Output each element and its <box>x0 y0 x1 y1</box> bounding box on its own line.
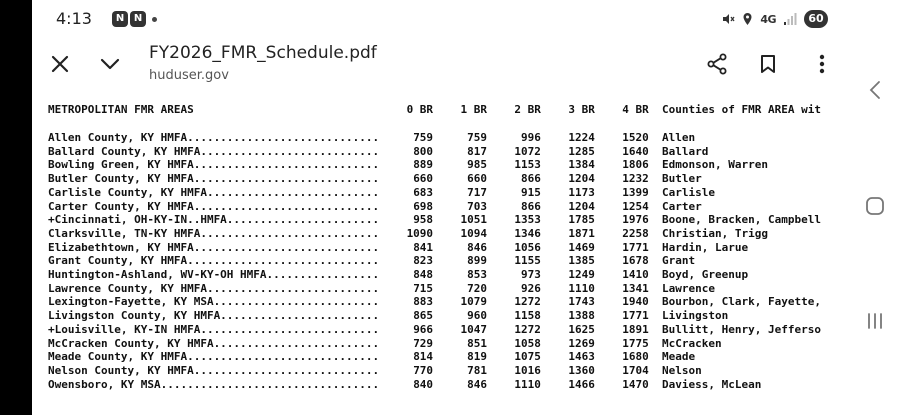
header-0br: 0 BR <box>406 103 434 116</box>
location-icon <box>742 12 753 26</box>
bookmark-icon <box>760 54 776 74</box>
row-rent-b0: 715 <box>413 281 434 295</box>
status-icons <box>721 10 828 28</box>
notification-icon: N <box>112 11 128 27</box>
row-rent-b0: 823 <box>413 254 434 268</box>
row-area-name: McCracken County, KY HMFA......................... <box>48 336 380 350</box>
row-rent-b3: 1384 <box>568 158 595 172</box>
recent-apps-button[interactable] <box>863 309 887 333</box>
row-area-name: Carter County, KY HMFA............................ <box>48 199 380 213</box>
mute-icon <box>721 12 735 26</box>
row-area-name: Carlisle County, KY HMFA.......................... <box>48 185 380 199</box>
table-row <box>48 282 715 296</box>
row-rent-b3: 1385 <box>568 254 595 268</box>
row-rent-b1: 960 <box>467 309 487 323</box>
row-rent-b2: 1056 <box>514 240 541 254</box>
table-row <box>48 337 722 351</box>
row-rent-b2: 1075 <box>514 350 541 364</box>
row-rent-b3: 1224 <box>568 131 595 144</box>
battery-indicator: 60 <box>804 10 828 28</box>
row-rent-b4: 1341 <box>622 281 649 295</box>
table-row <box>48 145 708 159</box>
row-rent-b1: 899 <box>467 254 487 268</box>
row-rent-b2: 996 <box>521 131 541 144</box>
row-rent-b2: 1272 <box>514 295 541 309</box>
more-vert-icon <box>819 54 825 74</box>
row-rent-b1: 985 <box>467 158 487 172</box>
more-notifications-dot-icon <box>152 17 157 22</box>
row-counties: Edmonson, Warren <box>662 158 768 172</box>
row-area-name: Lexington-Fayette, KY MSA......................... <box>48 295 380 309</box>
row-area-name: Clarksville, TN-KY HMFA........................... <box>48 226 380 240</box>
row-counties: Bullitt, Henry, Jefferso <box>662 322 821 336</box>
row-area-name: +Cincinnati, OH-KY-IN..HMFA....................... <box>48 213 380 227</box>
row-rent-b3: 1360 <box>568 363 595 377</box>
row-rent-b4: 1520 <box>622 131 649 144</box>
row-rent-b0: 770 <box>413 363 434 377</box>
row-rent-b2: 1058 <box>514 336 541 350</box>
row-rent-b4: 1410 <box>622 268 649 281</box>
row-rent-b0: 660 <box>413 172 434 186</box>
row-counties: Hardin, Larue <box>662 240 749 254</box>
header-area: METROPOLITAN FMR AREAS <box>48 103 194 116</box>
row-area-name: Allen County, KY HMFA............................. <box>48 131 380 144</box>
row-rent-b3: 1625 <box>568 322 595 336</box>
row-rent-b3: 1269 <box>568 336 595 350</box>
row-rent-b2: 1158 <box>514 309 541 323</box>
row-rent-b2: 926 <box>521 281 541 295</box>
row-rent-b0: 814 <box>413 350 434 364</box>
row-rent-b0: 729 <box>413 336 434 350</box>
row-rent-b4: 1771 <box>622 309 649 323</box>
home-icon <box>865 196 885 216</box>
row-rent-b3: 1469 <box>568 240 595 254</box>
row-rent-b1: 1094 <box>460 226 487 240</box>
row-counties: Lawrence <box>662 281 715 295</box>
header-2br: 2 BR <box>514 103 541 116</box>
row-rent-b1: 819 <box>467 350 487 364</box>
table-row <box>48 309 728 323</box>
row-rent-b1: 1079 <box>460 295 487 309</box>
row-rent-b1: 1047 <box>460 322 487 336</box>
row-counties: Boone, Bracken, Campbell <box>662 213 821 227</box>
row-rent-b1: 853 <box>467 268 487 281</box>
table-row <box>48 350 695 364</box>
row-rent-b0: 840 <box>413 377 434 391</box>
row-rent-b1: 817 <box>467 144 487 158</box>
row-area-name: Huntington-Ashland, WV-KY-OH HMFA................. <box>48 268 380 281</box>
expand-button[interactable] <box>92 46 128 82</box>
row-rent-b2: 1155 <box>514 254 541 268</box>
row-rent-b4: 1232 <box>622 172 649 186</box>
row-rent-b0: 698 <box>413 199 434 213</box>
row-rent-b4: 1806 <box>622 158 649 172</box>
row-counties: Boyd, Greenup <box>662 268 749 281</box>
row-rent-b1: 846 <box>467 240 487 254</box>
row-rent-b4: 1399 <box>622 185 649 199</box>
row-rent-b1: 759 <box>467 131 487 144</box>
row-counties: Bourbon, Clark, Fayette, <box>662 295 821 309</box>
row-rent-b0: 865 <box>413 309 434 323</box>
row-area-name: Grant County, KY HMFA............................. <box>48 254 380 268</box>
table-row <box>48 186 715 200</box>
pdf-document[interactable] <box>32 92 850 415</box>
row-counties: Livingston <box>662 309 729 323</box>
row-counties: McCracken <box>662 336 722 350</box>
row-rent-b3: 1204 <box>568 199 595 213</box>
header-3br: 3 BR <box>568 103 595 116</box>
row-area-name: Meade County, KY HMFA............................. <box>48 350 380 364</box>
row-rent-b3: 1871 <box>568 226 595 240</box>
status-bar <box>32 0 850 38</box>
row-rent-b0: 683 <box>413 185 434 199</box>
row-rent-b4: 1254 <box>622 199 649 213</box>
row-rent-b3: 1110 <box>568 281 595 295</box>
row-rent-b2: 1072 <box>514 144 541 158</box>
row-rent-b4: 2258 <box>622 226 649 240</box>
document-domain: huduser.gov <box>149 68 229 83</box>
row-rent-b0: 883 <box>413 295 434 309</box>
row-area-name: Owensboro, KY MSA................................. <box>48 377 380 391</box>
row-rent-b3: 1173 <box>568 185 595 199</box>
back-button[interactable] <box>863 78 887 102</box>
row-counties: Daviess, McLean <box>662 377 762 391</box>
row-rent-b1: 846 <box>467 377 487 391</box>
header-4br: 4 BR <box>622 103 649 116</box>
home-button[interactable] <box>863 194 887 218</box>
close-icon <box>51 55 69 73</box>
row-rent-b0: 966 <box>413 322 434 336</box>
row-counties: Butler <box>662 172 702 186</box>
back-icon <box>869 80 881 100</box>
phone-screen <box>32 0 850 415</box>
row-counties: Grant <box>662 254 696 268</box>
row-counties: Carter <box>662 199 702 213</box>
row-rent-b0: 958 <box>413 213 434 227</box>
row-rent-b3: 1463 <box>568 350 595 364</box>
row-rent-b1: 781 <box>467 363 487 377</box>
row-rent-b1: 1051 <box>460 213 487 227</box>
row-rent-b2: 915 <box>521 185 541 199</box>
table-row <box>48 227 768 241</box>
row-rent-b4: 1775 <box>622 336 649 350</box>
table-row <box>48 323 821 337</box>
row-rent-b1: 660 <box>467 172 487 186</box>
row-counties: Meade <box>662 350 696 364</box>
row-rent-b2: 1016 <box>514 363 541 377</box>
table-row <box>48 200 702 214</box>
chevron-down-icon <box>100 58 120 70</box>
notification-icon: N <box>130 11 146 27</box>
row-rent-b3: 1204 <box>568 172 595 186</box>
table-header <box>48 103 821 117</box>
table-row <box>48 254 695 268</box>
table-row <box>48 364 702 378</box>
table-row <box>48 131 695 145</box>
header-1br: 1 BR <box>460 103 487 116</box>
row-rent-b4: 1640 <box>622 144 649 158</box>
row-rent-b0: 1090 <box>406 226 434 240</box>
row-rent-b2: 1110 <box>514 377 541 391</box>
table-row <box>48 172 702 186</box>
row-rent-b4: 1680 <box>622 350 649 364</box>
row-rent-b1: 851 <box>467 336 487 350</box>
more-options-button[interactable] <box>804 46 840 82</box>
row-rent-b2: 1153 <box>514 158 541 172</box>
table-row <box>48 213 821 227</box>
share-button[interactable] <box>699 46 735 82</box>
row-counties: Carlisle <box>662 185 715 199</box>
table-row <box>48 378 761 392</box>
row-rent-b3: 1785 <box>568 213 595 227</box>
row-rent-b2: 1353 <box>514 213 541 227</box>
recent-apps-icon <box>866 311 884 331</box>
row-counties: Nelson <box>662 363 702 377</box>
row-rent-b2: 973 <box>521 268 541 281</box>
row-rent-b3: 1743 <box>568 295 595 309</box>
row-rent-b3: 1388 <box>568 309 595 323</box>
row-rent-b4: 1976 <box>622 213 649 227</box>
row-area-name: Livingston County, KY HMFA........................ <box>48 309 380 323</box>
row-counties: Ballard <box>662 144 709 158</box>
row-rent-b2: 866 <box>521 172 541 186</box>
viewer-toolbar <box>32 38 850 92</box>
row-rent-b0: 800 <box>413 144 434 158</box>
row-rent-b4: 1678 <box>622 254 649 268</box>
table-row <box>48 295 821 309</box>
header-counties: Counties of FMR AREA wit <box>662 103 821 116</box>
row-rent-b3: 1249 <box>568 268 595 281</box>
row-rent-b4: 1771 <box>622 240 649 254</box>
row-rent-b2: 1272 <box>514 322 541 336</box>
close-button[interactable] <box>42 46 78 82</box>
row-rent-b1: 703 <box>467 199 487 213</box>
row-rent-b0: 841 <box>413 240 434 254</box>
row-area-name: Nelson County, KY HMFA............................ <box>48 363 380 377</box>
document-title: FY2026_FMR_Schedule.pdf <box>149 43 377 63</box>
row-rent-b3: 1466 <box>568 377 595 391</box>
navigation-bar <box>850 0 900 415</box>
row-rent-b4: 1891 <box>622 322 649 336</box>
row-rent-b1: 717 <box>467 185 487 199</box>
row-area-name: Elizabethtown, KY HMFA............................ <box>48 240 380 254</box>
row-rent-b2: 866 <box>521 199 541 213</box>
signal-icon <box>783 13 797 25</box>
row-area-name: Lawrence County, KY HMFA.......................... <box>48 281 380 295</box>
table-row <box>48 268 748 282</box>
row-area-name: Butler County, KY HMFA............................ <box>48 172 380 186</box>
row-rent-b0: 889 <box>413 158 434 172</box>
row-area-name: +Louisville, KY-IN HMFA........................... <box>48 322 380 336</box>
row-rent-b3: 1285 <box>568 144 595 158</box>
row-counties: Allen <box>662 131 696 144</box>
row-area-name: Bowling Green, KY HMFA............................ <box>48 158 380 172</box>
share-icon <box>706 53 728 75</box>
row-area-name: Ballard County, KY HMFA........................... <box>48 144 380 158</box>
row-rent-b4: 1704 <box>622 363 649 377</box>
row-rent-b0: 759 <box>413 131 434 144</box>
status-time: 4:13 <box>56 9 92 28</box>
network-type: 4G <box>760 12 776 26</box>
table-row <box>48 158 768 172</box>
row-rent-b4: 1470 <box>622 377 649 391</box>
row-rent-b2: 1346 <box>514 226 541 240</box>
row-rent-b0: 848 <box>413 268 434 281</box>
row-counties: Christian, Trigg <box>662 226 768 240</box>
row-rent-b1: 720 <box>467 281 487 295</box>
table-row <box>48 241 748 255</box>
bookmark-button[interactable] <box>750 46 786 82</box>
row-rent-b4: 1940 <box>622 295 649 309</box>
